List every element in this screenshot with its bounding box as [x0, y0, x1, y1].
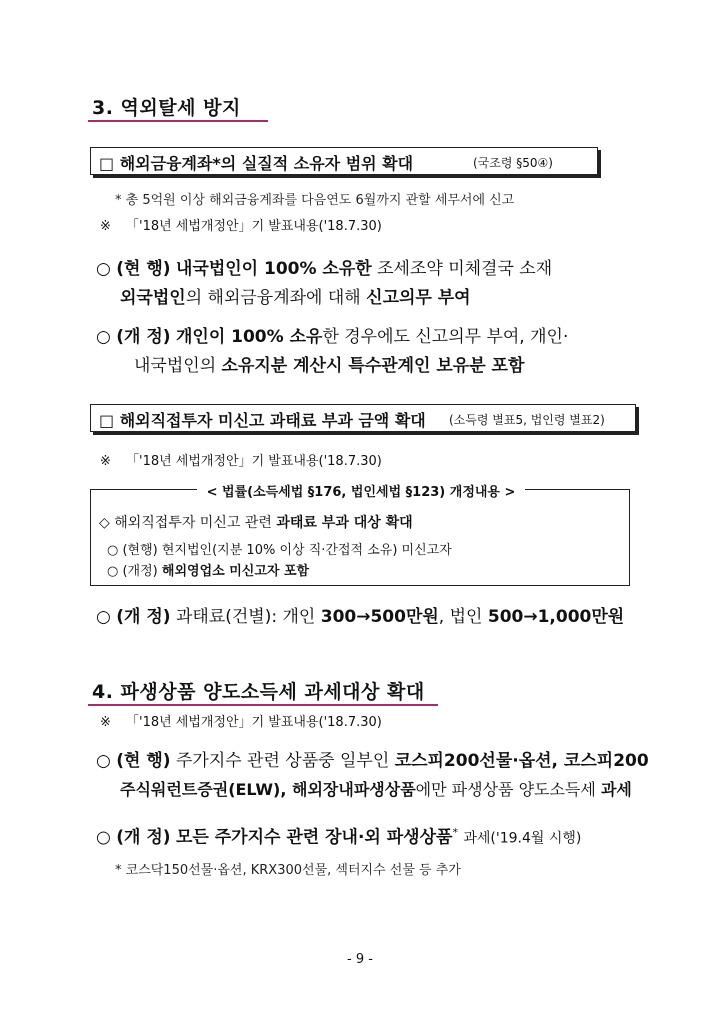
reference-mark-icon: ※ [100, 715, 111, 730]
bullet-icon: ○ [96, 751, 111, 771]
item1-revised-text-d: 소유지분 계산시 특수관계인 보유분 포함 [221, 356, 525, 376]
item2-header-title: □ 해외직접투자 미신고 과태료 부과 금액 확대 [99, 411, 426, 430]
item1-footnote: * 총 5억원 이상 해외금융계좌를 다음연도 6월까지 관할 세무서에 신고 [115, 193, 515, 208]
bullet-icon: ○ [96, 827, 111, 848]
footnote-star-icon: * [452, 826, 458, 839]
section4-current-text-e: 과세 [600, 780, 632, 799]
law-box-row-revised-label: (개정) [122, 564, 158, 579]
item1-source-note [100, 215, 382, 234]
item1-current-text-e: 신고의무 부여 [366, 288, 471, 308]
item1-revised-text-b: 한 경우에도 신고의무 부여, 개인· [322, 327, 569, 347]
item1-header-box [90, 147, 598, 175]
bullet-icon: ○ [96, 327, 111, 347]
section4-current-line1 [96, 746, 649, 776]
law-box-row-revised [107, 560, 309, 579]
section4-current-text-d: 에만 파생상품 양도소득세 [415, 780, 596, 799]
section4-source-note [100, 711, 382, 730]
item1-current-line2 [120, 283, 471, 313]
page-number: - 9 - [347, 952, 373, 967]
law-box-row-revised-text: 해외영업소 미신고자 포함 [161, 564, 310, 579]
law-box-heading [99, 512, 413, 532]
reference-mark-icon: ※ [100, 454, 111, 469]
bullet-icon: ○ [96, 607, 111, 627]
section4-revised-line [96, 818, 581, 854]
item1-revised-text-a: 개인이 100% 소유 [175, 327, 323, 347]
item1-current-text-d: 의 해외금융계좌에 대해 [185, 288, 361, 308]
item2-header-box [90, 404, 636, 432]
item1-revised-line2 [134, 351, 524, 381]
section-4-title: 4. 파생상품 양도소득세 과세대상 확대 [92, 681, 425, 703]
bullet-icon: ○ [107, 564, 119, 579]
item1-header-ref: (국조령 §50④) [473, 156, 553, 170]
section-3-title: 3. 역외탈세 방지 [92, 97, 241, 119]
item1-header-title: □ 해외금융계좌*의 실질적 소유자 범위 확대 [99, 154, 414, 173]
law-box-row-current-text: (현행) 현지법인(지분 10% 이상 직·간접적 소유) 미신고자 [122, 543, 452, 558]
item2-revised-text-c: , 법인 [438, 607, 483, 627]
section4-current-text-a: 주가지수 관련 상품중 일부인 [175, 751, 390, 771]
item1-current-line1 [96, 254, 552, 284]
item2-revised-text-a: 과태료(건별): 개인 [175, 607, 316, 627]
law-box-heading-a: ◇ 해외직접투자 미신고 관련 [99, 515, 272, 531]
section4-footnote: * 코스닥150선물·옵션, KRX300선물, 섹터지수 선물 등 추가 [115, 863, 461, 878]
item2-revised-text-b: 300→500만원 [320, 607, 439, 627]
item1-revised-text-c: 내국법인의 [134, 356, 217, 376]
item1-current-text-c: 외국법인 [120, 288, 186, 308]
item2-revised-text-d: 500→1,000만원 [487, 607, 625, 627]
law-amendment-box [90, 485, 630, 586]
section4-current-line2 [120, 775, 632, 805]
item2-revised-line [96, 602, 624, 632]
item1-revised-line1 [96, 322, 568, 352]
item2-source-note [100, 450, 382, 469]
item1-revised-label: (개 정) [116, 327, 171, 347]
bullet-icon: ○ [107, 543, 119, 558]
bullet-icon: ○ [96, 259, 111, 279]
section4-current-label: (현 행) [116, 751, 171, 771]
section4-revised-label: (개 정) [116, 827, 171, 848]
item2-revised-label: (개 정) [116, 607, 171, 627]
law-box-row-current [107, 539, 452, 558]
item1-current-text-b: 조세조약 미체결국 소재 [377, 259, 553, 279]
section4-current-text-c: 주식워런트증권(ELW), 해외장내파생상품 [120, 780, 416, 799]
section4-source-text: 「'18년 세법개정안」기 발표내용('18.7.30) [126, 715, 382, 730]
item1-current-text-a: 내국법인이 100% 소유한 [175, 259, 372, 279]
section4-current-text-b: 코스피200선물·옵션, 코스피200 [394, 751, 649, 771]
item1-current-label: (현 행) [116, 259, 171, 279]
item1-source-text: 「'18년 세법개정안」기 발표내용('18.7.30) [126, 219, 382, 234]
section-3-underline [88, 120, 268, 122]
item2-header-ref: (소득령 별표5, 법인령 별표2) [449, 413, 605, 427]
section4-revised-text-b: 과세('19.4월 시행) [463, 830, 582, 847]
section4-revised-text-a: 모든 주가지수 관련 장내·외 파생상품 [175, 827, 453, 848]
item2-source-text: 「'18년 세법개정안」기 발표내용('18.7.30) [126, 454, 382, 469]
section-4-underline [88, 704, 438, 706]
law-box-heading-b: 과태료 부과 대상 확대 [276, 515, 413, 531]
reference-mark-icon: ※ [100, 219, 111, 234]
law-box-title: < 법률(소득세법 §176, 법인세법 §123) 개정내용 > [91, 481, 631, 500]
